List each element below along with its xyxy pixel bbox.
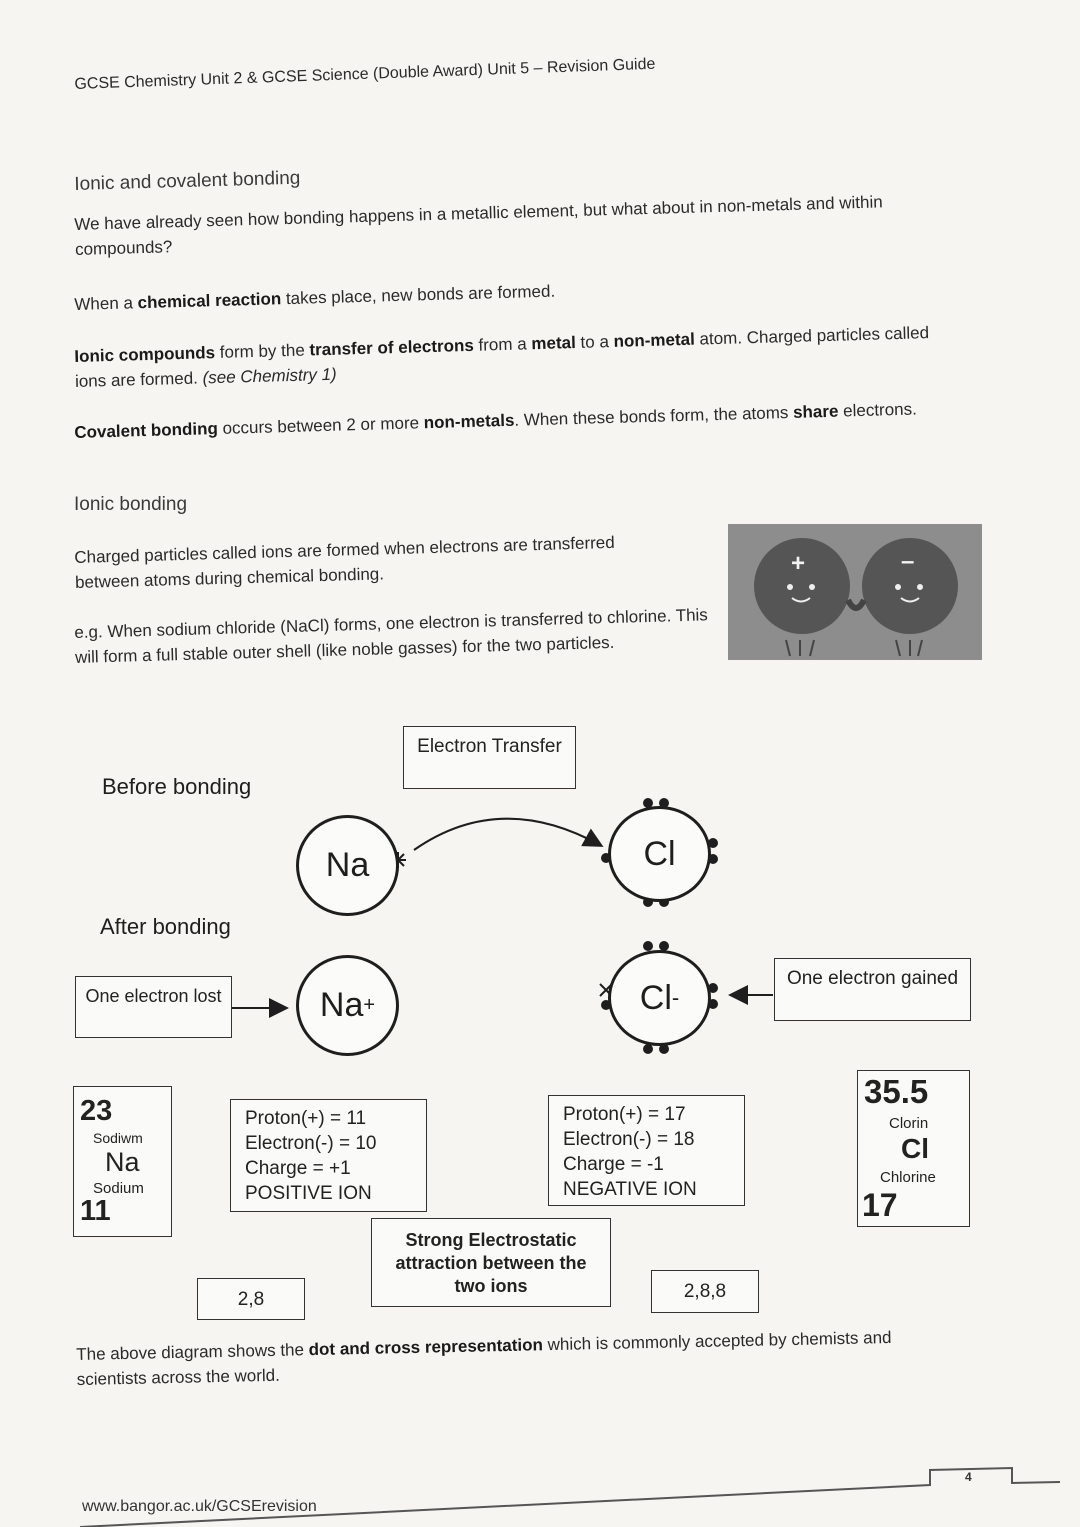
sodium-mass: 23 xyxy=(80,1095,113,1127)
footer-url: www.bangor.ac.uk/GCSErevision xyxy=(82,1498,317,1515)
sodium-charge: Charge = +1 xyxy=(245,1158,351,1179)
ions-paragraph: Charged particles called ions are formed when electrons are transferred between atoms during chemical bonding. xyxy=(74,532,615,592)
intro-paragraph: We have already seen how bonding happens in a metallic element, but what about in non-metals and within compounds? xyxy=(74,192,883,259)
chlorine-config-box: 2,8,8 xyxy=(651,1270,759,1313)
chemical-reaction-paragraph: When a chemical reaction takes place, new bonds are formed. xyxy=(74,281,556,314)
cl-ion: Cl - xyxy=(608,950,711,1046)
covalent-bonding-paragraph: Covalent bonding occurs between 2 or more non-metals. When these bonds form, the atoms share electrons. xyxy=(74,399,918,442)
ionic-compounds-paragraph: Ionic compounds form by the transfer of electrons from a metal to a non-metal atom. Charged particles called ions are formed. (see Chemistry 1) xyxy=(74,323,930,391)
chlorine-name: Chlorine xyxy=(880,1169,936,1186)
after-bonding-label: After bonding xyxy=(100,914,231,939)
sodium-chloride-paragraph: e.g. When sodium chloride (NaCl) forms, one electron is transferred to chlorine. This will form a full stable outer shell (like noble gasses) for the two particles. xyxy=(74,605,709,667)
sodium-name: Sodium xyxy=(93,1180,144,1197)
minus-sign-icon: – xyxy=(901,548,915,575)
sodium-atomic-number: 11 xyxy=(80,1195,111,1227)
sodium-electrons: Electron(-) = 10 xyxy=(245,1133,377,1154)
chlorine-mass: 35.5 xyxy=(864,1073,929,1110)
sodium-symbol: Na xyxy=(105,1147,140,1177)
sodium-handwritten-name: Sodiwm xyxy=(93,1130,143,1146)
section-title-ionic-covalent: Ionic and covalent bonding xyxy=(74,167,301,195)
chlorine-protons: Proton(+) = 17 xyxy=(563,1104,686,1125)
page-header: GCSE Chemistry Unit 2 & GCSE Science (Double Award) Unit 5 – Revision Guide xyxy=(74,55,656,93)
plus-sign-icon: + xyxy=(791,550,806,577)
chlorine-symbol: Cl xyxy=(901,1133,929,1164)
sodium-config-box: 2,8 xyxy=(197,1278,305,1320)
one-electron-gained-box: One electron gained xyxy=(774,958,971,1021)
section-title-ionic-bonding: Ionic bonding xyxy=(74,494,188,515)
chlorine-electrons: Electron(-) = 18 xyxy=(563,1129,695,1150)
na-ion: Na + xyxy=(296,955,399,1056)
chlorine-ion-type: NEGATIVE ION xyxy=(563,1179,697,1200)
one-electron-lost-box: One electron lost xyxy=(75,976,232,1038)
sodium-protons: Proton(+) = 11 xyxy=(245,1108,367,1129)
na-atom: Na xyxy=(296,815,399,916)
chlorine-handwritten-name: Clorin xyxy=(889,1115,929,1132)
page-number: 4 xyxy=(965,1470,972,1484)
summary-paragraph: The above diagram shows the dot and cross representation which is commonly accepted by chemists and scientists across the world. xyxy=(76,1327,892,1389)
electron-transfer-box: Electron Transfer xyxy=(403,726,576,789)
electrostatic-attraction-box: Strong Electrostatic attraction between the two ions xyxy=(371,1218,611,1307)
cl-atom: Cl xyxy=(608,806,711,902)
chlorine-atomic-number: 17 xyxy=(862,1187,898,1223)
chlorine-charge: Charge = -1 xyxy=(563,1154,664,1175)
sodium-ion-type: POSITIVE ION xyxy=(245,1183,372,1204)
before-bonding-label: Before bonding xyxy=(102,774,252,799)
